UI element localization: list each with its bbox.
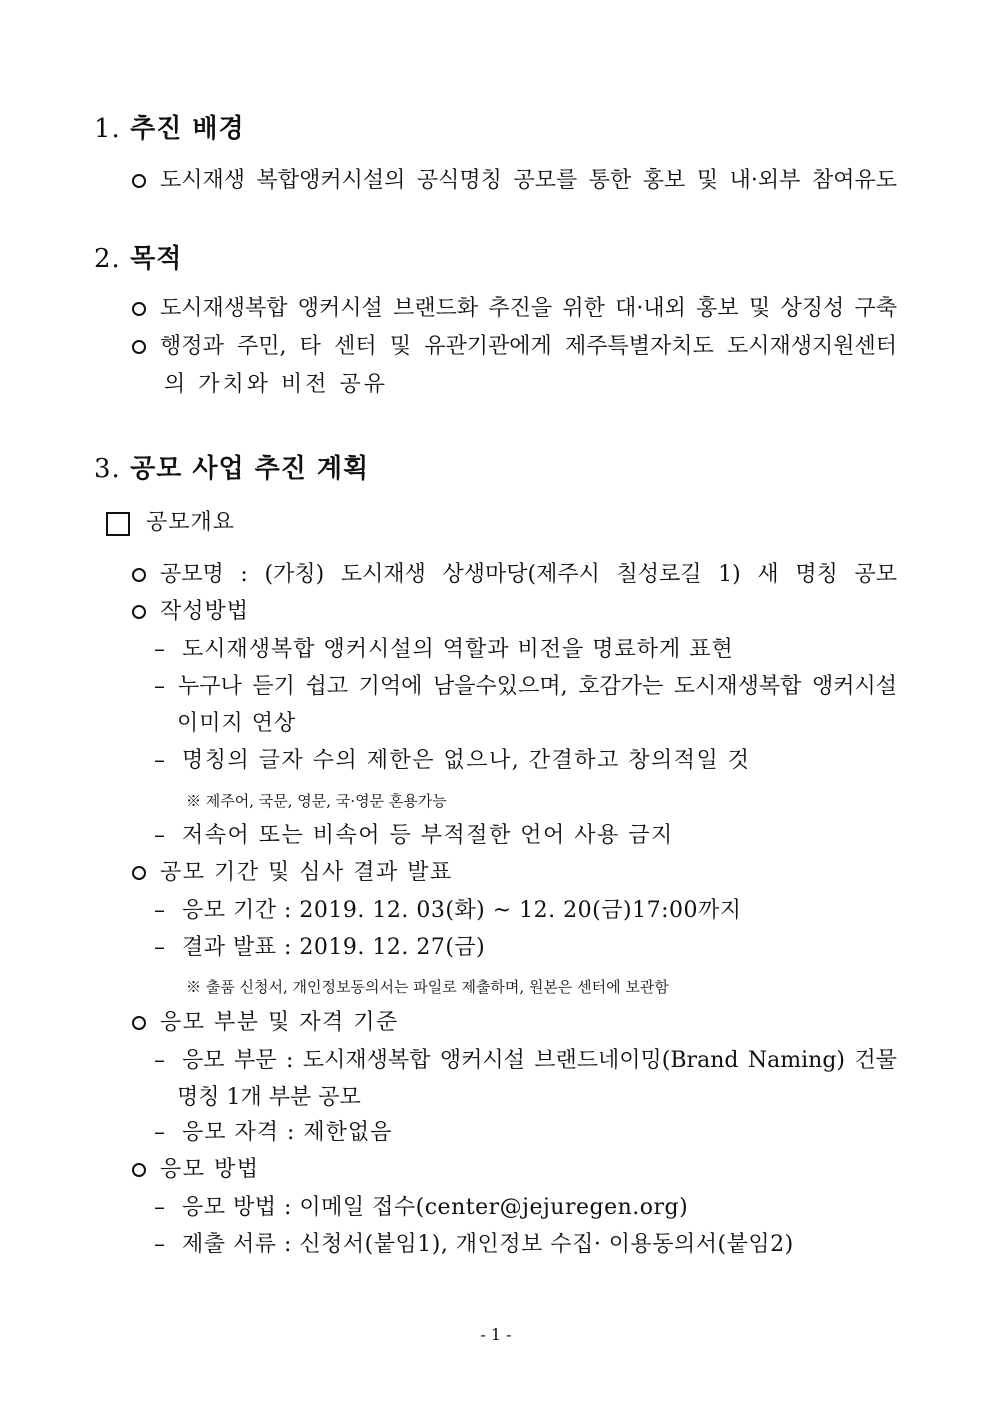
circle-bullet-icon: [132, 605, 146, 619]
dash-text: 응모 자격 : 제한없음: [182, 1120, 393, 1145]
dash-text: 결과 발표 : 2019. 12. 27(금): [182, 935, 486, 960]
dash-text: 도시재생복합 앵커시설의 역할과 비전을 명료하게 표현: [182, 637, 734, 662]
dash-marker: –: [154, 935, 166, 960]
bullet-item: [132, 601, 249, 623]
bullet-item: [132, 1012, 399, 1034]
dash-item: [154, 900, 741, 922]
dash-marker: –: [154, 748, 167, 773]
section-title: 공모 사업 추진 계획: [130, 454, 370, 484]
dash-item: [154, 1234, 794, 1256]
circle-bullet-icon: [132, 866, 146, 880]
bullet-item: [132, 1159, 260, 1181]
circle-bullet-icon: [132, 302, 146, 316]
section-title: 추진 배경: [130, 114, 245, 144]
dash-text: 저속어 또는 비속어 등 부적절한 언어 사용 금지: [182, 823, 674, 848]
checkbox-square-icon: [106, 512, 130, 536]
bullet-item: [132, 564, 897, 586]
bullet-text: 응모 부분 및 자격 기준: [160, 1010, 399, 1035]
dash-item: [154, 750, 751, 772]
dash-item: [154, 1050, 897, 1072]
section-title: 목적: [130, 244, 183, 274]
dash-item: [154, 1197, 688, 1219]
circle-bullet-icon: [132, 340, 146, 354]
dash-text: 응모 방법 : 이메일 접수(center@jejuregen.org): [182, 1195, 689, 1220]
section-heading-3: [94, 456, 369, 482]
dash-marker: –: [154, 1232, 166, 1257]
dash-item: [154, 639, 734, 661]
circle-bullet-icon: [132, 1163, 146, 1177]
bullet-text: 도시재생 복합앵커시설의 공식명칭 공모를 통한 홍보 및 내·외부 참여유도: [160, 168, 897, 193]
bullet-text: 작성방법: [160, 599, 250, 624]
bullet-text: 공모명 : (가칭) 도시재생 상생마당(제주시 칠성로길 1) 새 명칭 공모: [160, 562, 897, 587]
bullet-continuation: 의 가치와 비전 공유: [164, 372, 388, 397]
dash-marker: –: [154, 1195, 166, 1220]
bullet-item: [132, 862, 453, 884]
bullet-text: 공모 기간 및 심사 결과 발표: [160, 860, 453, 885]
dash-marker: –: [154, 674, 165, 699]
dash-item: [154, 676, 897, 698]
bullet-item: [132, 298, 897, 320]
dash-marker: –: [154, 1120, 166, 1145]
dash-text: 명칭의 글자 수의 제한은 없으나, 간결하고 창의적일 것: [182, 748, 751, 773]
bullet-item: [132, 336, 897, 358]
dash-marker: –: [154, 637, 166, 662]
section-number: 3.: [94, 454, 121, 484]
dash-item: [154, 1122, 392, 1144]
dash-continuation: 명칭 1개 부분 공모: [177, 1085, 361, 1110]
note-text: ※ 제주어, 국문, 영문, 국·영문 혼용가능: [186, 792, 447, 810]
dash-marker: –: [154, 823, 167, 848]
dash-text: 누구나 듣기 쉽고 기억에 남을수있으며, 호감가는 도시재생복합 앵커시설: [178, 674, 897, 699]
subsection-title: 공모개요: [146, 510, 236, 535]
section-heading-2: [94, 246, 182, 272]
bullet-item: [132, 170, 897, 192]
section-number: 1.: [94, 114, 121, 144]
note-text: ※ 출품 신청서, 개인정보동의서는 파일로 제출하며, 원본은 센터에 보관함: [186, 978, 669, 996]
dash-item: [154, 937, 485, 959]
circle-bullet-icon: [132, 174, 146, 188]
page-number: - 1 -: [480, 1325, 512, 1344]
section-number: 2.: [94, 244, 121, 274]
dash-marker: –: [154, 898, 166, 923]
dash-text: 응모 부문 : 도시재생복합 앵커시설 브랜드네이밍(Brand Naming) 건물: [182, 1048, 897, 1073]
dash-text: 응모 기간 : 2019. 12. 03(화) ~ 12. 20(금)17:00까지: [182, 898, 742, 923]
dash-text: 제출 서류 : 신청서(붙임1), 개인정보 수집· 이용동의서(붙임2): [182, 1232, 794, 1257]
section-heading-1: [94, 116, 245, 142]
bullet-text: 행정과 주민, 타 센터 및 유관기관에게 제주특별자치도 도시재생지원센터: [160, 334, 897, 359]
bullet-text: 도시재생복합 앵커시설 브랜드화 추진을 위한 대·내외 홍보 및 상징성 구축: [160, 296, 897, 321]
circle-bullet-icon: [132, 568, 146, 582]
dash-marker: –: [154, 1048, 165, 1073]
dash-item: [154, 825, 674, 847]
bullet-text: 응모 방법: [160, 1157, 260, 1182]
dash-continuation: 이미지 연상: [177, 711, 297, 736]
circle-bullet-icon: [132, 1016, 146, 1030]
